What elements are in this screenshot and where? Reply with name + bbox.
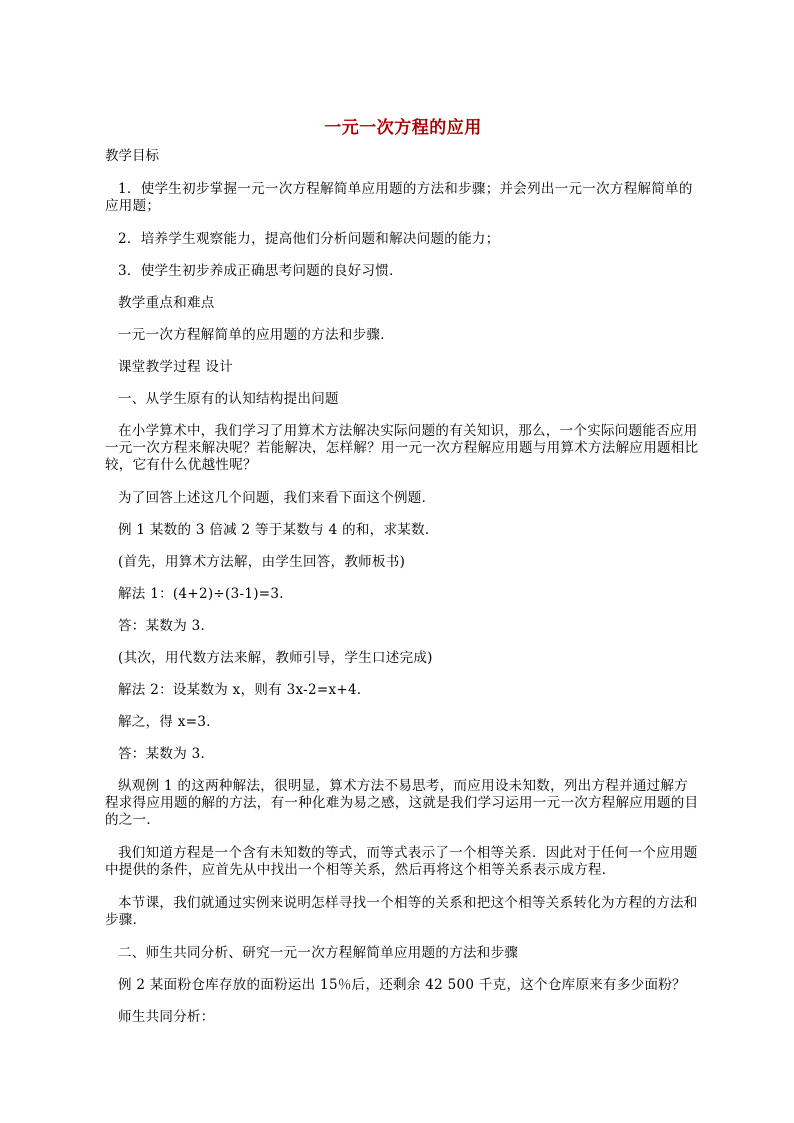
comparison-paragraph: 纵观例 1 的这两种解法，很明显，算术方法不易思考，而应用设未知数，列出方程并通过解方程求得应用题的解的方法，有一种化难为易之感，这就是我们学习运用一元一次方程解应用题的目的之一．	[105, 778, 699, 828]
method-2-note: (其次，用代数方法来解，教师引导，学生口述完成)	[118, 650, 433, 666]
goal-item-1: 1．使学生初步掌握一元一次方程解简单应用题的方法和步骤；并会列出一元一次方程解简单的应用题；	[105, 181, 693, 214]
section-heading-goals: 教学目标	[105, 148, 159, 164]
joint-analysis-label: 师生共同分析：	[118, 1009, 215, 1025]
method-1-solution: 解法 1：(4+2)÷(3-1)=3.	[118, 586, 284, 602]
goal-item-3: 3．使学生初步养成正确思考问题的良好习惯．	[118, 263, 403, 279]
method-2-solution: 解法 2：设某数为 x，则有 3x-2=x+4．	[118, 682, 371, 698]
section-two-heading: 二、师生共同分析、研究一元一次方程解简单应用题的方法和步骤	[118, 945, 519, 961]
method-2-answer: 答：某数为 3．	[118, 746, 215, 762]
document-page	[105, 118, 701, 1041]
equation-concept-paragraph: 我们知道方程是一个含有未知数的等式，而等式表示了一个相等关系．因此对于任何一个应用题中提供的条件，应首先从中找出一个相等关系，然后再将这个相等关系表示成方程．	[105, 845, 698, 878]
intro-paragraph: 在小学算术中，我们学习了用算术方法解决实际问题的有关知识，那么，一个实际问题能否应用一元一次方程来解决呢？若能解决，怎样解？用一元一次方程解应用题与用算术方法解应用题相比较，它有什么优越性呢？	[105, 423, 699, 473]
transition-paragraph: 为了回答上述这几个问题，我们来看下面这个例题．	[118, 490, 436, 506]
section-one-heading: 一、从学生原有的认知结构提出问题	[118, 391, 339, 407]
method-2-solve: 解之，得 x=3．	[118, 714, 221, 730]
key-points-text: 一元一次方程解简单的应用题的方法和步骤．	[118, 327, 394, 343]
section-heading-key-points: 教学重点和难点	[118, 295, 215, 311]
example-1: 例 1 某数的 3 倍减 2 等于某数与 4 的和，求某数．	[118, 522, 439, 538]
section-heading-process: 课堂教学过程 设计	[118, 359, 233, 375]
goal-item-2: 2．培养学生观察能力，提高他们分析问题和解决问题的能力；	[118, 231, 500, 247]
example-2: 例 2 某面粉仓库存放的面粉运出 15％后，还剩余 42 500 千克，这个仓库原来有多少面粉？	[118, 977, 686, 993]
method-1-answer: 答：某数为 3．	[118, 618, 215, 634]
document-title: 一元一次方程的应用	[324, 118, 482, 138]
lesson-purpose-paragraph: 本节课，我们就通过实例来说明怎样寻找一个相等的关系和把这个相等关系转化为方程的方法和步骤．	[105, 895, 698, 928]
method-1-note: (首先，用算术方法解，由学生回答，教师板书)	[118, 554, 406, 570]
